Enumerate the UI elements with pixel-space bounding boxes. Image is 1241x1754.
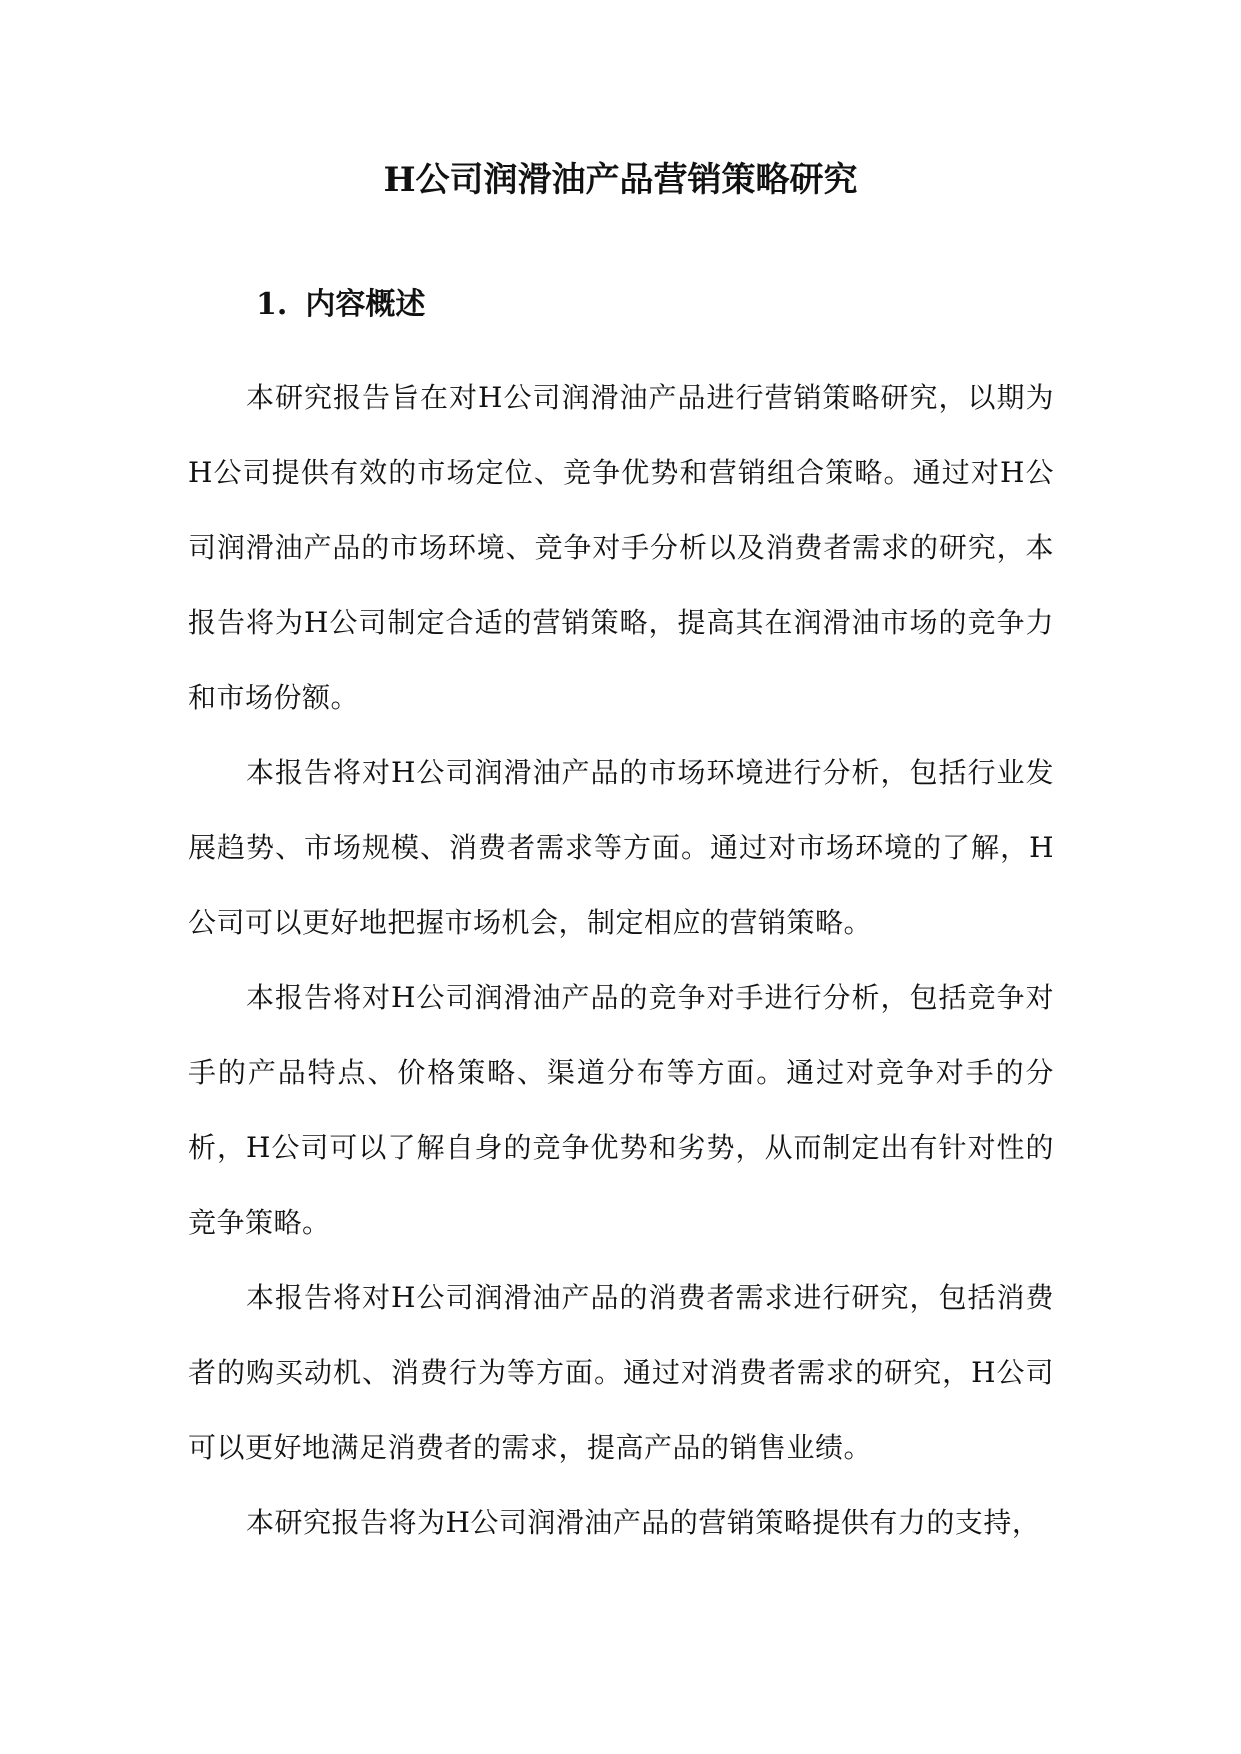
- paragraph: 本研究报告将为H公司润滑油产品的营销策略提供有力的支持，: [246, 1506, 1041, 1539]
- document-body: [188, 360, 1054, 1560]
- paragraph: 本报告将对H公司润滑油产品的消费者需求进行研究，包括消费者的购买动机、消费行为等方面。通过对消费者需求的研究，H公司可以更好地满足消费者的需求，提高产品的销售业绩。: [188, 1281, 1054, 1464]
- section-title: 内容概述: [305, 287, 426, 322]
- paragraph: 本报告将对H公司润滑油产品的市场环境进行分析，包括行业发展趋势、市场规模、消费者需求等方面。通过对市场环境的了解，H公司可以更好地把握市场机会，制定相应的营销策略。: [188, 756, 1054, 939]
- paragraph: 本研究报告旨在对H公司润滑油产品进行营销策略研究，以期为H公司提供有效的市场定位、竞争优势和营销组合策略。通过对H公司润滑油产品的市场环境、竞争对手分析以及消费者需求的研究，本报告将为H公司制定合适的营销策略，提高其在润滑油市场的竞争力和市场份额。: [188, 381, 1054, 714]
- section-number: 1.: [256, 287, 288, 322]
- paragraph: 本报告将对H公司润滑油产品的竞争对手进行分析，包括竞争对手的产品特点、价格策略、渠道分布等方面。通过对竞争对手的分析，H公司可以了解自身的竞争优势和劣势，从而制定出有针对性的竞争策略。: [188, 981, 1054, 1239]
- section-heading: [256, 275, 425, 335]
- document-title: H公司润滑油产品营销策略研究: [383, 160, 858, 200]
